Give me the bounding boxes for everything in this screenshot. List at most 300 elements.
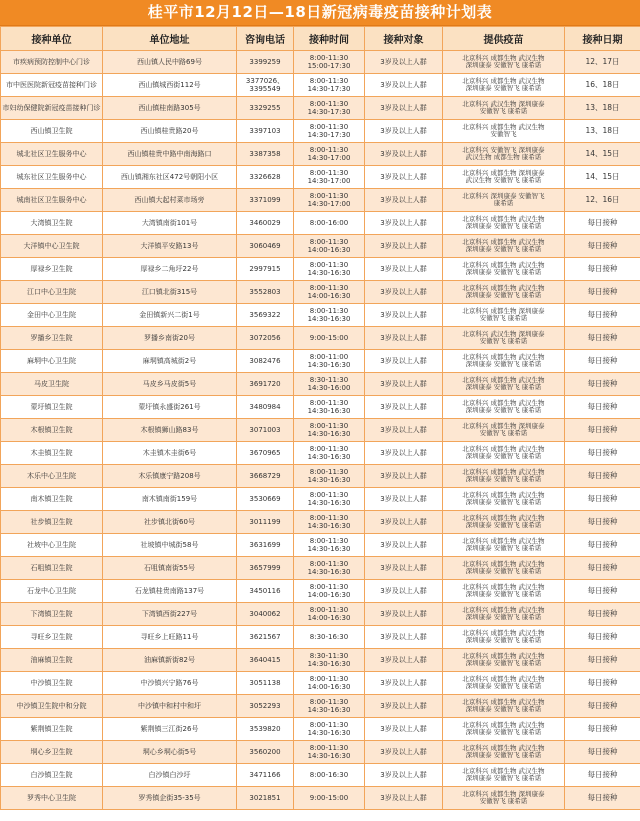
unit-name: 市疾病预防控制中心门诊: [1, 51, 103, 74]
vaccine-line: 深圳康泰 安徽智飞 康希诺: [465, 475, 542, 483]
vaccine-line: 北京科兴 成都生物 武汉生物: [462, 353, 545, 361]
phone: 3668729: [237, 465, 294, 488]
vaccine-line: 深圳康泰 安徽智飞 康希诺: [465, 61, 542, 69]
table-row: [1, 787, 640, 810]
time-slot: 14:30-16:30: [307, 706, 351, 714]
time-slot: 8:00-11:30: [309, 54, 349, 62]
time-slot: 8:00-11:30: [309, 468, 349, 476]
vaccination-target: 3岁及以上人群: [365, 235, 443, 258]
vaccination-target: 3岁及以上人群: [365, 97, 443, 120]
time-slot: 14:30-16:30: [307, 660, 351, 668]
phone: 2997915: [237, 258, 294, 281]
unit-address: 大湾镇南街101号: [103, 212, 237, 235]
vaccine-line: 北京科兴 成都生物 武汉生物: [462, 721, 545, 729]
vaccine-line: 深圳康泰 安徽智飞 康希诺: [465, 360, 542, 368]
vaccination-date: 每日接种: [565, 649, 640, 672]
vaccination-time: [294, 350, 365, 373]
table-row: [1, 511, 640, 534]
vaccines: [443, 235, 565, 258]
vaccination-date: 13、18日: [565, 120, 640, 143]
unit-name: 大洋镇中心卫生院: [1, 235, 103, 258]
unit-address: 寻旺乡上旺路11号: [103, 626, 237, 649]
vaccine-line: 北京科兴 成都生物 武汉生物: [462, 698, 545, 706]
vaccination-date: 每日接种: [565, 235, 640, 258]
vaccination-target: 3岁及以上人群: [365, 442, 443, 465]
vaccination-schedule-table: [0, 26, 640, 810]
vaccine-line: 深圳康泰 安徽智飞 康希诺: [465, 245, 542, 253]
table-row: [1, 534, 640, 557]
vaccination-target: 3岁及以上人群: [365, 741, 443, 764]
time-slot: 8:30-16:30: [309, 633, 349, 641]
time-slot: 14:00-16:30: [307, 292, 351, 300]
unit-name: 城北社区卫生服务中心: [1, 143, 103, 166]
table-row: [1, 442, 640, 465]
unit-name: 社坡中心卫生院: [1, 534, 103, 557]
vaccination-date: 16、18日: [565, 74, 640, 97]
vaccination-target: 3岁及以上人群: [365, 534, 443, 557]
vaccination-time: [294, 603, 365, 626]
vaccines: [443, 327, 565, 350]
vaccines: [443, 695, 565, 718]
vaccination-target: 3岁及以上人群: [365, 580, 443, 603]
vaccination-time: [294, 626, 365, 649]
vaccines: [443, 442, 565, 465]
table-row: [1, 626, 640, 649]
unit-name: 马皮卫生院: [1, 373, 103, 396]
time-slot: 14:30-16:30: [307, 729, 351, 737]
unit-name: 油麻镇卫生院: [1, 649, 103, 672]
vaccination-time: [294, 212, 365, 235]
unit-address: 西山镇大起村菜市场旁: [103, 189, 237, 212]
unit-address: 马皮乡马皮街5号: [103, 373, 237, 396]
table-row: [1, 557, 640, 580]
vaccination-date: 每日接种: [565, 488, 640, 511]
unit-name: 蒙圩镇卫生院: [1, 396, 103, 419]
unit-name: 城南社区卫生服务中心: [1, 189, 103, 212]
time-slot: 14:00-16:30: [307, 683, 351, 691]
vaccination-date: 13、18日: [565, 97, 640, 120]
vaccine-line: 北京科兴 成都生物 武汉生物: [462, 560, 545, 568]
unit-address: 中沙镇中和村中和圩: [103, 695, 237, 718]
vaccine-line: 北京科兴 成都生物 武汉生物: [462, 629, 545, 637]
vaccine-line: 深圳康泰 安徽智飞 康希诺: [465, 590, 542, 598]
time-slot: 14:00-16:30: [307, 246, 351, 254]
unit-address: 社坡镇中城街58号: [103, 534, 237, 557]
vaccine-line: 安徽智飞 康希诺: [479, 314, 528, 322]
phone: 3082476: [237, 350, 294, 373]
vaccination-target: 3岁及以上人群: [365, 327, 443, 350]
time-slot: 14:30-16:30: [307, 430, 351, 438]
vaccine-line: 深圳康泰 安徽智飞 康希诺: [465, 636, 542, 644]
vaccination-target: 3岁及以上人群: [365, 672, 443, 695]
table-row: [1, 465, 640, 488]
time-slot: 8:00-11:30: [309, 445, 349, 453]
time-slot: 8:00-11:30: [309, 169, 349, 177]
table-row: [1, 51, 640, 74]
time-slot: 8:30-11:30: [309, 376, 349, 384]
unit-address: 紫荆镇三江街26号: [103, 718, 237, 741]
time-slot: 8:00-11:30: [309, 422, 349, 430]
vaccination-target: 3岁及以上人群: [365, 189, 443, 212]
vaccine-line: 北京科兴 武汉生物 深圳康泰: [462, 100, 545, 108]
vaccine-line: 深圳康泰 安徽智飞 康希诺: [465, 659, 542, 667]
vaccination-time: [294, 580, 365, 603]
vaccination-target: 3岁及以上人群: [365, 465, 443, 488]
vaccination-time: [294, 787, 365, 810]
vaccines: [443, 557, 565, 580]
time-slot: 8:00-16:00: [309, 219, 349, 227]
header-phone: 咨询电话: [237, 27, 294, 51]
phone: 3691720: [237, 373, 294, 396]
unit-name: 西山镇卫生院: [1, 120, 103, 143]
vaccine-line: 安徽智飞 康希诺: [479, 107, 528, 115]
vaccination-target: 3岁及以上人群: [365, 74, 443, 97]
time-slot: 8:00-11:30: [309, 100, 349, 108]
vaccines: [443, 741, 565, 764]
vaccines: [443, 580, 565, 603]
vaccination-time: [294, 511, 365, 534]
vaccine-line: 深圳康泰 安徽智飞 康希诺: [465, 383, 542, 391]
vaccines: [443, 396, 565, 419]
vaccine-line: 北京科兴 成都生物 武汉生物: [462, 652, 545, 660]
vaccination-target: 3岁及以上人群: [365, 649, 443, 672]
vaccination-date: 14、15日: [565, 166, 640, 189]
time-slot: 8:00-11:30: [309, 77, 349, 85]
vaccination-target: 3岁及以上人群: [365, 258, 443, 281]
vaccination-date: 每日接种: [565, 281, 640, 304]
vaccination-date: 每日接种: [565, 741, 640, 764]
phone: 3326628: [237, 166, 294, 189]
time-slot: 14:30-16:30: [307, 499, 351, 507]
vaccination-date: 每日接种: [565, 373, 640, 396]
vaccination-date: 12、16日: [565, 189, 640, 212]
vaccines: [443, 764, 565, 787]
vaccination-date: 每日接种: [565, 787, 640, 810]
unit-address: 下湾镇西街227号: [103, 603, 237, 626]
unit-name: 罗秀中心卫生院: [1, 787, 103, 810]
vaccine-line: 深圳康泰 安徽智飞 康希诺: [465, 705, 542, 713]
header-address: 单位地址: [103, 27, 237, 51]
time-slot: 14:30-17:00: [307, 177, 351, 185]
table-row: [1, 189, 640, 212]
vaccine-line: 北京科兴 成都生物 武汉生物: [462, 468, 545, 476]
time-slot: 15:00-17:30: [307, 62, 351, 70]
vaccination-target: 3岁及以上人群: [365, 488, 443, 511]
vaccine-line: 康希诺: [493, 199, 514, 207]
table-row: [1, 74, 640, 97]
unit-address: 西山镇桂南路305号: [103, 97, 237, 120]
unit-address: 木乐镇康宁路208号: [103, 465, 237, 488]
time-slot: 8:00-11:30: [309, 192, 349, 200]
time-slot: 14:30-17:00: [307, 154, 351, 162]
vaccine-line: 北京科兴 成都生物 武汉生物: [462, 284, 545, 292]
vaccination-date: 12、17日: [565, 51, 640, 74]
vaccine-line: 北京科兴 成都生物 武汉生物: [462, 77, 545, 85]
vaccines: [443, 350, 565, 373]
vaccination-time: [294, 143, 365, 166]
vaccination-date: 每日接种: [565, 442, 640, 465]
vaccination-target: 3岁及以上人群: [365, 419, 443, 442]
vaccination-date: 每日接种: [565, 511, 640, 534]
vaccine-line: 安徽智飞 康希诺: [479, 797, 528, 805]
vaccine-line: 北京科兴 成都生物 武汉生物: [462, 399, 545, 407]
vaccination-date: 14、15日: [565, 143, 640, 166]
vaccination-target: 3岁及以上人群: [365, 350, 443, 373]
vaccine-line: 深圳康泰 安徽智飞 康希诺: [465, 774, 542, 782]
vaccination-time: [294, 764, 365, 787]
phone: 3377026、3395549: [237, 74, 294, 97]
vaccines: [443, 212, 565, 235]
unit-address: 木根镇狮山路83号: [103, 419, 237, 442]
table-row: [1, 396, 640, 419]
vaccination-time: [294, 741, 365, 764]
vaccines: [443, 304, 565, 327]
unit-name: 罗播乡卫生院: [1, 327, 103, 350]
vaccination-target: 3岁及以上人群: [365, 396, 443, 419]
vaccination-target: 3岁及以上人群: [365, 695, 443, 718]
time-slot: 14:30-17:00: [307, 200, 351, 208]
vaccination-target: 3岁及以上人群: [365, 51, 443, 74]
table-row: [1, 212, 640, 235]
vaccination-target: 3岁及以上人群: [365, 166, 443, 189]
unit-address: 木圭镇木圭街6号: [103, 442, 237, 465]
table-row: [1, 258, 640, 281]
unit-name: 木乐中心卫生院: [1, 465, 103, 488]
phone: 3460029: [237, 212, 294, 235]
unit-address: 江口镇北街315号: [103, 281, 237, 304]
phone: 3051138: [237, 672, 294, 695]
unit-address: 麻垌镇高城街2号: [103, 350, 237, 373]
unit-address: 石咀镇南街55号: [103, 557, 237, 580]
vaccine-line: 深圳康泰 安徽智飞 康希诺: [465, 268, 542, 276]
vaccination-target: 3岁及以上人群: [365, 511, 443, 534]
phone: 3539820: [237, 718, 294, 741]
table-row: [1, 166, 640, 189]
unit-address: 金田镇新兴二街1号: [103, 304, 237, 327]
table-row: [1, 97, 640, 120]
vaccination-time: [294, 281, 365, 304]
vaccine-line: 深圳康泰 安徽智飞 康希诺: [465, 728, 542, 736]
vaccine-line: 安徽智飞 康希诺: [479, 429, 528, 437]
unit-name: 下湾镇卫生院: [1, 603, 103, 626]
unit-name: 石咀镇卫生院: [1, 557, 103, 580]
phone: 3480984: [237, 396, 294, 419]
vaccination-date: 每日接种: [565, 557, 640, 580]
phone: 3670965: [237, 442, 294, 465]
table-row: [1, 281, 640, 304]
vaccine-line: 北京科兴 成都生物 武汉生物: [462, 491, 545, 499]
vaccination-time: [294, 51, 365, 74]
unit-address: 垌心乡垌心街5号: [103, 741, 237, 764]
vaccine-line: 北京科兴 成都生物 武汉生物: [462, 583, 545, 591]
vaccine-line: 北京科兴 成都生物 武汉生物: [462, 238, 545, 246]
vaccine-line: 深圳康泰 安徽智飞 康希诺: [465, 521, 542, 529]
unit-address: 白沙镇白沙圩: [103, 764, 237, 787]
table-row: [1, 304, 640, 327]
vaccination-target: 3岁及以上人群: [365, 120, 443, 143]
vaccines: [443, 373, 565, 396]
vaccination-date: 每日接种: [565, 419, 640, 442]
vaccination-time: [294, 327, 365, 350]
vaccine-line: 深圳康泰 安徽智飞 康希诺: [465, 406, 542, 414]
table-row: [1, 649, 640, 672]
vaccination-target: 3岁及以上人群: [365, 373, 443, 396]
unit-name: 南木镇卫生院: [1, 488, 103, 511]
vaccination-time: [294, 465, 365, 488]
vaccine-line: 北京科兴 成都生物 武汉生物: [462, 215, 545, 223]
phone: 3631699: [237, 534, 294, 557]
unit-address: 西山镇桂贵中路中南海路口: [103, 143, 237, 166]
phone: 3397103: [237, 120, 294, 143]
table-row: [1, 419, 640, 442]
phone: 3569322: [237, 304, 294, 327]
unit-name: 紫荆镇卫生院: [1, 718, 103, 741]
vaccination-time: [294, 695, 365, 718]
vaccines: [443, 718, 565, 741]
unit-name: 市妇幼保健院新冠疫苗接种门诊: [1, 97, 103, 120]
time-slot: 8:00-11:30: [309, 238, 349, 246]
vaccination-time: [294, 557, 365, 580]
vaccine-line: 北京科兴 成都生物 武汉生物: [462, 675, 545, 683]
header-unit: 接种单位: [1, 27, 103, 51]
vaccine-line: 北京科兴 武汉生物 深圳康泰: [462, 330, 545, 338]
vaccine-line: 深圳康泰 安徽智飞 康希诺: [465, 613, 542, 621]
time-slot: 14:30-16:00: [307, 384, 351, 392]
vaccines: [443, 281, 565, 304]
vaccination-date: 每日接种: [565, 350, 640, 373]
vaccines: [443, 51, 565, 74]
vaccination-date: 每日接种: [565, 304, 640, 327]
header-vaccines: 提供疫苗: [443, 27, 565, 51]
phone: 3040062: [237, 603, 294, 626]
vaccination-time: [294, 74, 365, 97]
vaccines: [443, 787, 565, 810]
vaccination-date: 每日接种: [565, 695, 640, 718]
vaccine-line: 北京科兴 成都生物 深圳康泰: [462, 790, 545, 798]
time-slot: 8:00-11:30: [309, 491, 349, 499]
time-slot: 8:00-11:30: [309, 537, 349, 545]
vaccine-line: 北京科兴 成都生物 武汉生物: [462, 445, 545, 453]
vaccination-target: 3岁及以上人群: [365, 718, 443, 741]
unit-address: 石龙镇桂贵南路137号: [103, 580, 237, 603]
time-slot: 8:00-11:30: [309, 123, 349, 131]
vaccines: [443, 74, 565, 97]
vaccination-target: 3岁及以上人群: [365, 143, 443, 166]
vaccine-line: 北京科兴 成都生物 武汉生物: [462, 537, 545, 545]
time-slot: 8:00-11:30: [309, 514, 349, 522]
time-slot: 14:30-16:30: [307, 522, 351, 530]
vaccine-line: 武汉生物 安徽智飞 康希诺: [465, 176, 542, 184]
phone: 3011199: [237, 511, 294, 534]
phone: 3621567: [237, 626, 294, 649]
unit-name: 石龙中心卫生院: [1, 580, 103, 603]
vaccine-line: 北京科兴 成都生物 武汉生物: [462, 514, 545, 522]
table-row: [1, 718, 640, 741]
time-slot: 8:00-11:30: [309, 675, 349, 683]
time-slot: 8:00-11:30: [309, 698, 349, 706]
time-slot: 9:00-15:00: [309, 334, 349, 342]
unit-address: 西山镇湘东社区472号朝阳小区: [103, 166, 237, 189]
vaccination-time: [294, 304, 365, 327]
vaccine-line: 深圳康泰 安徽智飞 康希诺: [465, 567, 542, 575]
unit-address: 罗秀镇企街35-35号: [103, 787, 237, 810]
vaccines: [443, 626, 565, 649]
unit-address: 社步镇北街60号: [103, 511, 237, 534]
vaccination-time: [294, 166, 365, 189]
phone: 3399259: [237, 51, 294, 74]
header-date: 接种日期: [565, 27, 640, 51]
header-time: 接种时间: [294, 27, 365, 51]
unit-address: 油麻镇新街82号: [103, 649, 237, 672]
vaccination-date: 每日接种: [565, 212, 640, 235]
unit-name: 中沙镇卫生院中和分院: [1, 695, 103, 718]
time-slot: 8:00-11:30: [309, 583, 349, 591]
vaccine-line: 深圳康泰 安徽智飞 康希诺: [465, 498, 542, 506]
vaccine-line: 深圳康泰 安徽智飞 康希诺: [465, 544, 542, 552]
vaccines: [443, 258, 565, 281]
time-slot: 14:30-16:30: [307, 269, 351, 277]
time-slot: 8:00-11:30: [309, 284, 349, 292]
vaccination-time: [294, 396, 365, 419]
vaccination-time: [294, 672, 365, 695]
vaccination-date: 每日接种: [565, 258, 640, 281]
unit-address: 大洋镇平安路13号: [103, 235, 237, 258]
phone: 3471166: [237, 764, 294, 787]
phone: 3072056: [237, 327, 294, 350]
phone: 3530669: [237, 488, 294, 511]
time-slot: 14:30-17:30: [307, 131, 351, 139]
unit-name: 白沙镇卫生院: [1, 764, 103, 787]
unit-name: 金田中心卫生院: [1, 304, 103, 327]
phone: 3052293: [237, 695, 294, 718]
phone: 3387358: [237, 143, 294, 166]
time-slot: 9:00-15:00: [309, 794, 349, 802]
time-slot: 8:00-11:30: [309, 307, 349, 315]
time-slot: 8:30-11:30: [309, 652, 349, 660]
vaccination-target: 3岁及以上人群: [365, 626, 443, 649]
unit-address: 西山镇桂贵路20号: [103, 120, 237, 143]
vaccination-date: 每日接种: [565, 396, 640, 419]
time-slot: 14:30-16:30: [307, 476, 351, 484]
table-row: [1, 327, 640, 350]
vaccine-line: 北京科兴 成都生物 武汉生物: [462, 123, 545, 131]
vaccines: [443, 166, 565, 189]
vaccine-line: 深圳康泰 安徽智飞 康希诺: [465, 291, 542, 299]
table-row: [1, 235, 640, 258]
unit-address: 中沙镇兴宁路76号: [103, 672, 237, 695]
time-slot: 14:00-16:30: [307, 614, 351, 622]
table-row: [1, 580, 640, 603]
unit-address: 西山镇人民中路69号: [103, 51, 237, 74]
unit-name: 厚禄乡卫生院: [1, 258, 103, 281]
vaccine-line: 深圳康泰 安徽智飞 康希诺: [465, 222, 542, 230]
vaccine-line: 北京科兴 成都生物 武汉生物: [462, 606, 545, 614]
vaccination-time: [294, 442, 365, 465]
unit-address: 蒙圩镇永盛街261号: [103, 396, 237, 419]
vaccination-date: 每日接种: [565, 718, 640, 741]
table-row: [1, 373, 640, 396]
time-slot: 14:30-16:30: [307, 361, 351, 369]
time-slot: 14:30-16:30: [307, 568, 351, 576]
table-row: [1, 672, 640, 695]
time-slot: 8:00-11:30: [309, 146, 349, 154]
vaccine-line: 北京科兴 成都生物 武汉生物: [462, 744, 545, 752]
vaccination-time: [294, 373, 365, 396]
vaccines: [443, 534, 565, 557]
unit-name: 垌心乡卫生院: [1, 741, 103, 764]
time-slot: 8:00-11:30: [309, 606, 349, 614]
unit-name: 木圭镇卫生院: [1, 442, 103, 465]
